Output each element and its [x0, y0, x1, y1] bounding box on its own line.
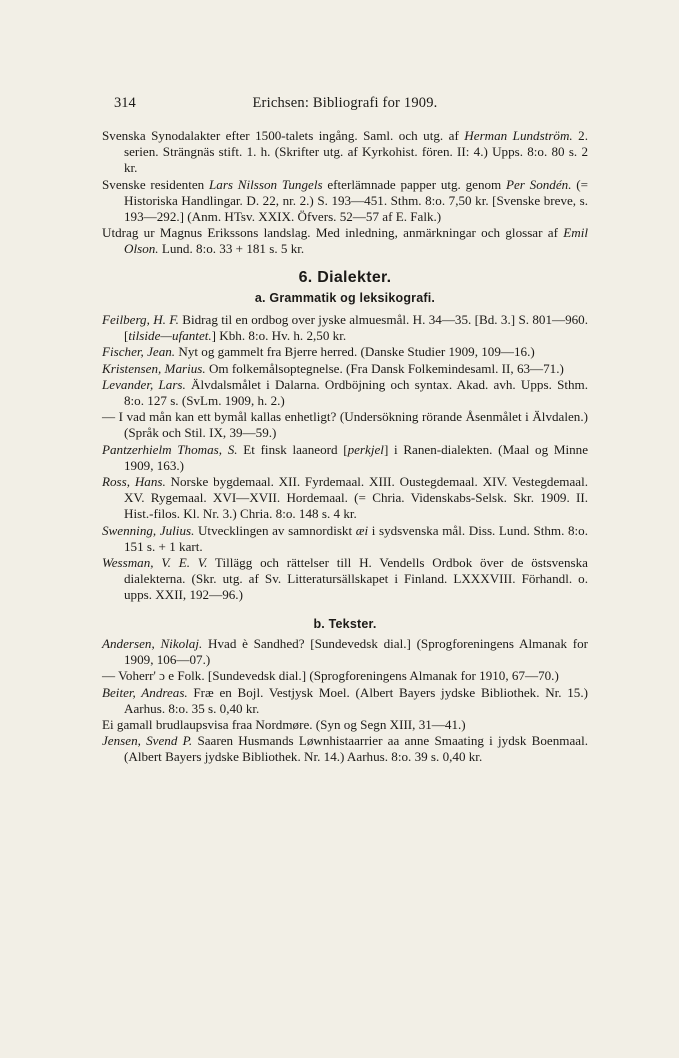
entry-text: — Voherr' ɔ e Folk. [Sundevedsk dial.] (Sprogforeningens Almanak for 1910, 67—70.) [102, 668, 559, 684]
bibliography-entry [102, 225, 588, 257]
entry-text: Älvdalsmålet i Dalarna. Ordböjning och syntax. Akad. avh. Upps. Sthm. 8:o. 127 s. (SvLm. 1909, h. 2.) [124, 376, 588, 409]
entry-author: Wessman, V. E. V. [102, 555, 208, 571]
entry-text: Hvad è Sandhed? [Sundevedsk dial.] (Sprogforeningens Almanak for 1909, 106—07.) [124, 635, 589, 668]
entry-text: Ei gamall brudlaupsvisa fraa Nordmøre. (Syn og Segn XIII, 31—41.) [102, 716, 466, 732]
running-title: Erichsen: Bibliografi for 1909. [252, 95, 438, 111]
entry-text: Tillägg och rättelser till H. Vendells Ordbok över de östsvenska dialekterna. (Skr. utg. af Sv. Litteratursällskapet i Finland. LXXXVIII. Förhandl. o. upps. XXII, 192—96.) [124, 555, 588, 603]
bibliography-entry [102, 177, 588, 226]
entry-text: æi [355, 522, 369, 538]
entry-author: Levander, Lars. [102, 376, 186, 392]
entry-text: Herman Lundström. [464, 128, 573, 143]
entry-text: (= Historiska Handlingar. D. 22, nr. 2.) S. 193—451. Sthm. 8:o. 7,50 kr. [Svenske breve, s. 193—292.] (Anm. HTsv. XXIX. Öfvers. 52—57 af E. Falk.) [124, 176, 589, 225]
bibliography-entry [102, 685, 588, 717]
entry-text: i sydsvenska mål. Diss. Lund. Sthm. 8:o. 151 s. + 1 kart. [124, 522, 588, 554]
entry-text: Saaren Husmands Løwnhistaarrier aa anne Smaating i jydsk Boenmaal. (Albert Bayers jydske Bibliothek. Nr. 14.) Aarhus. 8:o. 39 s. 0,40 kr. [124, 733, 588, 765]
entry-text: — I vad mån kan ett bymål kallas enhetligt? (Undersökning rörande Åsenmålet i Älvdalen.) (Språk och Stil. IX, 39—59.) [102, 409, 588, 441]
entry-text: 2. serien. Strängnäs stift. 1. h. (Skrifter utg. af Kyrkohist. fören. II: 4.) Upps. 8:o. 80 s. 2 kr. [124, 128, 589, 176]
bibliography-entry [102, 361, 588, 377]
bibliography-entry [102, 523, 588, 555]
entry-text: tilside—ufantet. [128, 328, 212, 344]
entry-text: Emil Olson. [124, 225, 588, 257]
entry-text: ] Kbh. 8:o. Hv. h. 2,50 kr. [211, 328, 347, 344]
bibliography-entry [102, 344, 588, 360]
bibliography-entry [102, 555, 588, 604]
bibliography-entry [102, 717, 588, 733]
page-number: 314 [114, 95, 136, 111]
entry-text: Om folkemålsoptegnelse. (Fra Dansk Folkemindesaml. II, 63—71.) [205, 360, 564, 376]
entry-text: Svenska Synodalakter efter 1500-talets ingång. Saml. och utg. af [102, 128, 465, 143]
entry-text: Svenske residenten [102, 176, 209, 192]
bibliography-entry [102, 668, 588, 684]
section-title: 6. Dialekter. [298, 268, 392, 286]
entry-text: Per Sondén. [506, 176, 572, 192]
entry-text: Et finsk laaneord [ [237, 441, 348, 457]
entry-text: perkjel [347, 441, 384, 457]
entry-author: Pantzerhielm Thomas, S. [102, 441, 238, 457]
entry-text: ] i Ranen-dialekten. (Maal og Minne 1909, 163.) [124, 441, 589, 473]
entry-text: Utvecklingen av samnordiskt [194, 522, 356, 538]
bibliography-entry [102, 409, 588, 441]
entry-author: Kristensen, Marius. [102, 360, 206, 376]
bibliography-entry [102, 636, 588, 668]
entry-author: Andersen, Nikolaj. [102, 635, 203, 651]
entry-text: Utdrag ur Magnus Erikssons landslag. Med inledning, anmärkningar och glossar af [102, 225, 564, 241]
top-entry-list [102, 128, 588, 258]
page-content [102, 128, 588, 766]
entry-author: Jensen, Svend P. [102, 733, 193, 749]
entry-text: Bidrag til en ordbog over jyske almuesmål. H. 34—35. [Bd. 3.] S. 801—960. [ [124, 312, 589, 344]
bibliography-entry [102, 377, 588, 409]
entry-list-a [102, 312, 588, 604]
subsection-title-a: a. Grammatik og leksikografi. [254, 290, 436, 305]
entry-text: Fræ en Bojl. Vestjysk Moel. (Albert Bayers jydske Bibliothek. Nr. 15.) Aarhus. 8:o. 35 s. 0,40 kr. [124, 684, 588, 716]
entry-author: Beiter, Andreas. [102, 684, 188, 700]
entry-text: Norske bygdemaal. XII. Fyrdemaal. XIII. Oustegdemaal. XIV. Vestegdemaal. XV. Rygemaal. XVI—XVII. Hordemaal. (= Chria. Videnskabs-Selsk. Skr. 1909. II. Hist.-filos. Kl. Nr. 3.) Chria. 8:o. 148 s. 4 kr. [124, 474, 588, 522]
bibliography-entry [102, 128, 588, 177]
bibliography-entry [102, 442, 588, 474]
subsection-title-b: b. Tekster. [313, 616, 377, 631]
entry-author: Swenning, Julius. [102, 522, 195, 538]
entry-list-b [102, 636, 588, 766]
entry-text: Lars Nilsson Tungels [208, 176, 323, 192]
entry-author: Ross, Hans. [102, 474, 166, 490]
entry-author: Fischer, Jean. [102, 344, 176, 360]
bibliography-entry [102, 312, 588, 344]
entry-text: efterlämnade papper utg. genom [322, 176, 506, 192]
bibliography-entry [102, 733, 588, 765]
entry-text: Nyt og gammelt fra Bjerre herred. (Danske Studier 1909, 109—16.) [175, 344, 535, 360]
bibliography-entry [102, 474, 588, 523]
page-header [102, 95, 588, 115]
entry-author: Feilberg, H. F. [102, 312, 179, 328]
entry-text: Lund. 8:o. 33 + 181 s. 5 kr. [158, 241, 305, 257]
